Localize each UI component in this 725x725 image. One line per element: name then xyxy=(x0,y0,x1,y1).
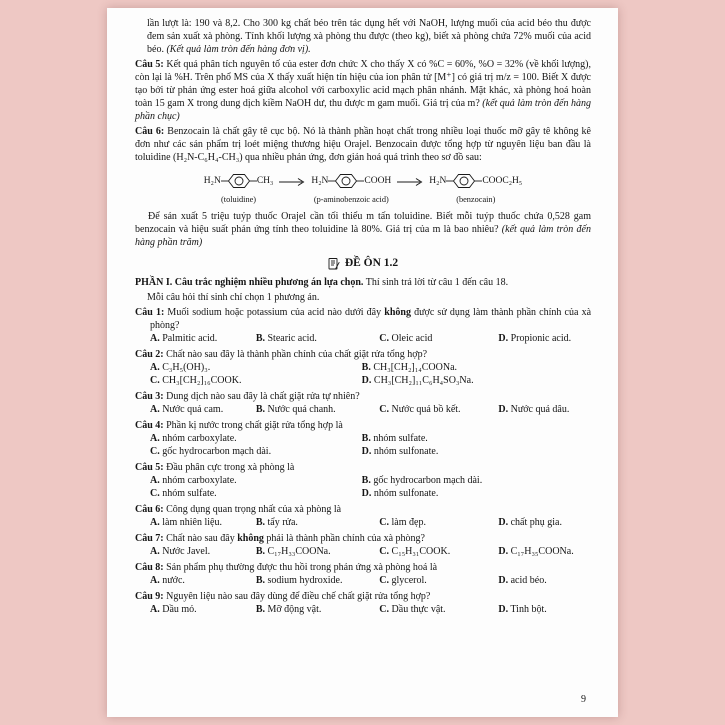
options-row xyxy=(135,603,591,616)
option-letter: A. xyxy=(150,433,160,444)
substituent-right: COOH xyxy=(364,175,392,186)
question-label: Câu 3: xyxy=(135,391,164,402)
options-row xyxy=(135,432,591,458)
option-letter: B. xyxy=(361,362,371,373)
option-letter: C. xyxy=(150,375,160,386)
book-page xyxy=(107,8,618,717)
intro-text: lần lượt là: 190 và 8,2. Cho 300 kg chất béo trên tác dụng hết với NaOH, lượng muối của acid béo thu được đem sản xuất xà phòng. Tính khối lượng xà phòng thu được (theo kg), biết xà phòng chứa 72% muối của acid béo. xyxy=(147,18,591,55)
option-b: B. gốc hydrocarbon mạch dài. xyxy=(361,475,483,486)
option-c: C. Oleic acid xyxy=(379,333,433,344)
question-text: Câu 2: Chất nào sau đây là thành phần chính của chất giặt rửa tổng hợp? xyxy=(135,349,428,360)
option-letter: B. xyxy=(361,433,371,444)
option-c: C. Dầu thực vật. xyxy=(379,604,446,615)
question-text: Kết quả phân tích nguyên tố của ester đơn chức X cho thấy X có %C = 60%, %O = 32% (về khối lượng), còn lại là %H. Trên phổ MS của X thấy xuất hiện tín hiệu của ion phân tử [M⁺] có giá trị m/z = 100. Biết X được tạo bởi từ phản ứng ester hoá giữa alcohol với carboxylic acid mạch phân nhánh. Mặt khác, xà phòng hoá hoàn toàn 15 gam X trong dung dịch kiềm NaOH dư, thu được m gam muối. Giá trị của m? xyxy=(135,59,591,109)
question-label: Câu 2: xyxy=(135,349,164,360)
mcq-8 xyxy=(135,561,591,587)
option-a: A. C₃H₅(OH)₃. xyxy=(150,362,211,373)
option-letter: A. xyxy=(150,546,160,557)
mcq-5 xyxy=(135,461,591,500)
option-letter: D. xyxy=(498,546,509,557)
option-letter: C. xyxy=(379,517,390,528)
option-letter: B. xyxy=(255,575,265,586)
option-c: C. CH₃[CH₂]₁₆COOK. xyxy=(150,375,242,386)
question-label: Câu 5: xyxy=(135,59,164,70)
option-d: D. CH₃[CH₂]₁₁C₆H₄SO₃Na. xyxy=(361,375,474,386)
section-header xyxy=(135,257,591,270)
option-d: D. acid béo. xyxy=(498,575,547,586)
option-letter: C. xyxy=(379,546,390,557)
option-letter: D. xyxy=(498,575,509,586)
option-letter: A. xyxy=(150,362,160,373)
benzene-ring-icon xyxy=(328,170,364,192)
option-letter: D. xyxy=(498,404,509,415)
substituent-left: H₂N xyxy=(203,175,221,186)
structure-caption: (benzocain) xyxy=(456,195,496,204)
chem-formula xyxy=(311,170,391,192)
options-row xyxy=(135,361,591,387)
reaction-scheme xyxy=(135,170,591,206)
question-text: Câu 3: Dung dịch nào sau đây là chất giặt rửa tự nhiên? xyxy=(135,391,360,402)
option-d: D. Propionic acid. xyxy=(498,333,572,344)
part1-header xyxy=(135,276,591,289)
option-letter: C. xyxy=(379,404,390,415)
question-text: Benzocain là chất gây tê cục bộ. Nó là thành phần hoạt chất trong nhiều loại thuốc mỡ gây tê không kê đơn như các sản phẩm trị loét miệng thương hiệu Orajel. Benzocain được tổng hợp từ nguyên liệu ban đầu là toluidine (H₂N-C₆H₄-CH₃) qua nhiều phản ứng, đơn giản hoá quá trình theo sơ đồ sau: xyxy=(135,126,591,163)
question-text: Câu 8: Sản phẩm phụ thường được thu hồi trong phản ứng xà phòng hoá là xyxy=(135,562,438,573)
question-label: Câu 9: xyxy=(135,591,164,602)
option-letter: A. xyxy=(150,404,160,415)
options-row xyxy=(135,545,591,558)
question-label: Câu 7: xyxy=(135,533,164,544)
reaction-arrow-icon xyxy=(396,177,424,187)
question-note: (kết quả làm tròn đến hàng phần chục) xyxy=(135,98,591,122)
option-letter: B. xyxy=(361,475,371,486)
structure-caption: (toluidine) xyxy=(221,195,257,204)
question-label: Câu 6: xyxy=(135,504,164,515)
question-label: Câu 6: xyxy=(135,126,165,137)
option-letter: D. xyxy=(361,446,372,457)
reaction-arrow xyxy=(396,177,424,191)
emphasized-word: không xyxy=(237,533,264,544)
option-letter: A. xyxy=(150,333,160,344)
option-letter: B. xyxy=(255,546,265,557)
mcq-6 xyxy=(135,503,591,529)
substituent-left: H₂N xyxy=(311,175,329,186)
option-letter: A. xyxy=(150,604,160,615)
substituent-right: COOC₂H₅ xyxy=(482,175,523,186)
option-letter: B. xyxy=(255,333,265,344)
option-letter: C. xyxy=(150,446,160,457)
option-letter: C. xyxy=(379,575,390,586)
reaction-arrow-icon xyxy=(278,177,306,187)
emphasized-word: không xyxy=(384,307,411,318)
chem-formula xyxy=(429,170,522,192)
option-letter: A. xyxy=(150,575,160,586)
chem-formula xyxy=(204,170,274,192)
option-a: A. nhóm carboxylate. xyxy=(150,475,237,486)
benzene-ring-icon xyxy=(446,170,482,192)
option-letter: C. xyxy=(379,333,390,344)
option-a: A. nhóm carboxylate. xyxy=(150,433,237,444)
options-row xyxy=(135,403,591,416)
exam-note-icon xyxy=(328,257,340,270)
option-letter: D. xyxy=(361,375,372,386)
section-title: ĐỀ ÔN 1.2 xyxy=(344,257,399,269)
option-b: B. sodium hydroxide. xyxy=(255,575,343,586)
question-text: Câu 4: Phần kị nước trong chất giặt rửa tổng hợp là xyxy=(135,420,343,431)
option-a: A. làm nhiên liệu. xyxy=(150,517,222,528)
option-a: A. Palmitic acid. xyxy=(150,333,218,344)
mcq-1 xyxy=(135,306,591,345)
part1-subtitle: Thí sinh trả lời từ câu 1 đến câu 18. xyxy=(363,277,509,288)
question-list xyxy=(135,306,591,616)
option-d: D. nhóm sulfonate. xyxy=(361,446,439,457)
option-b: B. nhóm sulfate. xyxy=(361,433,428,444)
option-c: C. Nước quả bồ kết. xyxy=(379,404,461,415)
part1-title: PHẦN I. Câu trắc nghiệm nhiều phương án lựa chọn. xyxy=(135,277,364,288)
option-c: C. glycerol. xyxy=(379,575,427,586)
option-b: B. Mỡ động vật. xyxy=(255,604,322,615)
option-b: B. Nước quả chanh. xyxy=(255,404,336,415)
question-cau5 xyxy=(135,58,591,123)
option-b: B. C₁₇H₃₃COONa. xyxy=(255,546,331,557)
option-a: A. Nước quả cam. xyxy=(150,404,224,415)
substituent-left: H₂N xyxy=(429,175,447,186)
question-cau6 xyxy=(135,125,591,164)
mcq-7 xyxy=(135,532,591,558)
option-a: A. Dầu mỏ. xyxy=(150,604,197,615)
after-scheme-note: (kết quả làm tròn đến hàng phần trăm) xyxy=(135,224,591,248)
option-c: C. gốc hydrocarbon mạch dài. xyxy=(150,446,272,457)
options-row xyxy=(135,516,591,529)
question-text: Câu 6: Công dụng quan trọng nhất của xà phòng là xyxy=(135,504,342,515)
benzene-ring-icon xyxy=(221,170,257,192)
mcq-4 xyxy=(135,419,591,458)
after-scheme-text: Để sản xuất 5 triệu tuýp thuốc Orajel cần tối thiểu m tấn toluidine. Biết mỗi tuýp thuốc chứa 0,528 gam benzocain và hiệu suất phản ứng tính theo toluidine là 80%. Giá trị của m là bao nhiêu? xyxy=(135,211,591,235)
option-d: D. chất phụ gia. xyxy=(498,517,562,528)
option-letter: C. xyxy=(379,604,390,615)
option-letter: B. xyxy=(255,604,265,615)
option-letter: D. xyxy=(498,517,509,528)
options-row xyxy=(135,474,591,500)
option-c: C. làm đẹp. xyxy=(379,517,426,528)
option-letter: A. xyxy=(150,475,160,486)
intro-note: (Kết quả làm tròn đến hàng đơn vị). xyxy=(166,44,311,55)
options-row xyxy=(135,332,591,345)
option-d: D. nhóm sulfonate. xyxy=(361,488,439,499)
option-d: D. C₁₇H₃₅COONa. xyxy=(498,546,574,557)
option-b: B. CH₃[CH₂]₁₄COONa. xyxy=(361,362,458,373)
part1-instruction: Mỗi câu hỏi thí sinh chỉ chọn 1 phương án. xyxy=(147,292,320,303)
question-text: Câu 9: Nguyên liệu nào sau đây dùng để điều chế chất giặt rửa tổng hợp? xyxy=(135,591,431,602)
option-a: A. nước. xyxy=(150,575,185,586)
intro-paragraph xyxy=(147,17,591,56)
mcq-3 xyxy=(135,390,591,416)
question-label: Câu 1: xyxy=(135,307,165,318)
option-letter: C. xyxy=(150,488,160,499)
mcq-2 xyxy=(135,348,591,387)
option-b: B. Stearic acid. xyxy=(255,333,317,344)
reaction-arrow xyxy=(278,177,306,191)
option-b: B. tẩy rửa. xyxy=(255,517,298,528)
question-text: Câu 1: Muối sodium hoặc potassium của acid nào dưới đây không được sử dụng làm thành phần chính của xà phòng? xyxy=(135,307,592,331)
option-c: C. nhóm sulfate. xyxy=(150,488,217,499)
option-d: D. Tinh bột. xyxy=(498,604,547,615)
mcq-9 xyxy=(135,590,591,616)
option-letter: B. xyxy=(255,404,265,415)
substituent-right: CH₃ xyxy=(256,175,274,186)
question-label: Câu 5: xyxy=(135,462,164,473)
question-text: Câu 5: Đầu phân cực trong xà phòng là xyxy=(135,462,295,473)
chem-structure xyxy=(311,170,391,206)
structure-caption: (p-aminobenzoic acid) xyxy=(313,195,389,204)
option-letter: A. xyxy=(150,517,160,528)
options-row xyxy=(135,574,591,587)
question-text: Câu 7: Chất nào sau đây không phải là thành phần chính của xà phòng? xyxy=(135,533,425,544)
option-d: D. Nước quả dâu. xyxy=(498,404,570,415)
option-c: C. C₁₅H₃₁COOK. xyxy=(379,546,451,557)
option-letter: B. xyxy=(255,517,265,528)
question-label: Câu 4: xyxy=(135,420,164,431)
question-label: Câu 8: xyxy=(135,562,164,573)
option-letter: D. xyxy=(498,604,509,615)
after-scheme-paragraph xyxy=(135,210,591,249)
option-letter: D. xyxy=(361,488,372,499)
chem-structure xyxy=(204,170,274,206)
page-number: 9 xyxy=(581,694,586,705)
option-a: A. Nước Javel. xyxy=(150,546,211,557)
option-letter: D. xyxy=(498,333,509,344)
chem-structure xyxy=(429,170,522,206)
